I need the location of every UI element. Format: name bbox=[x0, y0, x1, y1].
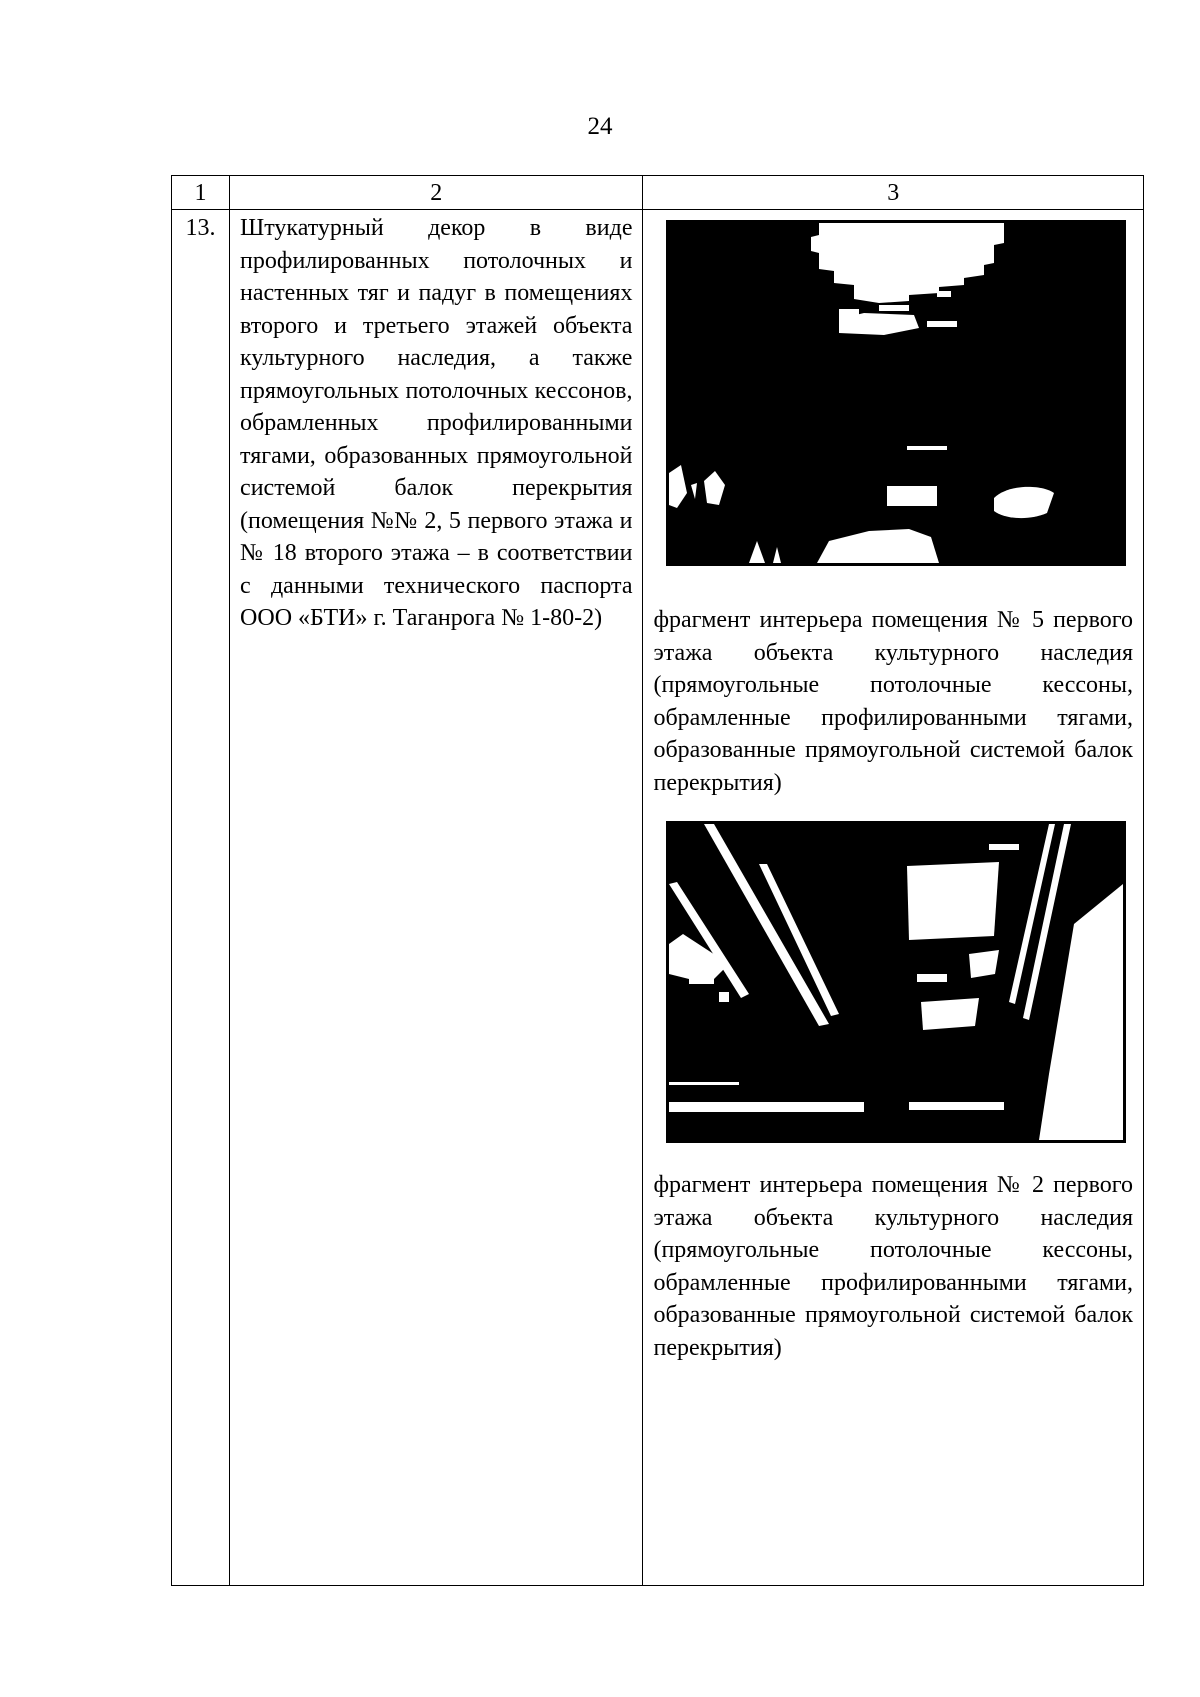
photo-caption-2: фрагмент интерьера помещения № 2 первого этажа объекта культурного наследия (прямоугольные потолочные кессоны, обрамленные профилированными тягами, образованные прямоугольной системой балок перекрытия) bbox=[653, 1172, 1133, 1361]
table-row bbox=[172, 210, 1144, 1586]
photo-caption-1: фрагмент интерьера помещения № 5 первого этажа объекта культурного наследия (прямоугольные потолочные кессоны, обрамленные профилированными тягами, образованные прямоугольной системой балок перекрытия) bbox=[653, 607, 1133, 796]
feature-description: Штукатурный декор в виде профилированных потолочных и настенных тяг и падуг в помещениях второго и третьего этажей объекта культурного наследия, а также прямоугольных потолочных кессонов, обрамленных профилированными тягами, образованных прямоугольной системой балок перекрытия (помещения №№ 2, 5 первого этажа и № 18 второго этажа – в соответствии с данными технического паспорта ООО «БТИ» г. Таганрога № 1-80-2) bbox=[240, 215, 633, 631]
interior-photo-room-2 bbox=[666, 821, 1126, 1143]
column-header-2: 2 bbox=[230, 176, 643, 210]
ceiling-photo-graphic bbox=[669, 223, 1123, 563]
ceiling-photo-graphic bbox=[669, 824, 1123, 1140]
illustration-cell bbox=[643, 210, 1144, 1586]
row-number: 13. bbox=[172, 210, 230, 1586]
interior-photo-room-5 bbox=[666, 220, 1126, 566]
table-header-row bbox=[172, 176, 1144, 210]
column-header-3: 3 bbox=[643, 176, 1144, 210]
description-cell bbox=[230, 210, 643, 1586]
monument-features-table bbox=[171, 175, 1144, 1586]
column-header-1: 1 bbox=[172, 176, 230, 210]
page-number: 24 bbox=[587, 113, 613, 140]
